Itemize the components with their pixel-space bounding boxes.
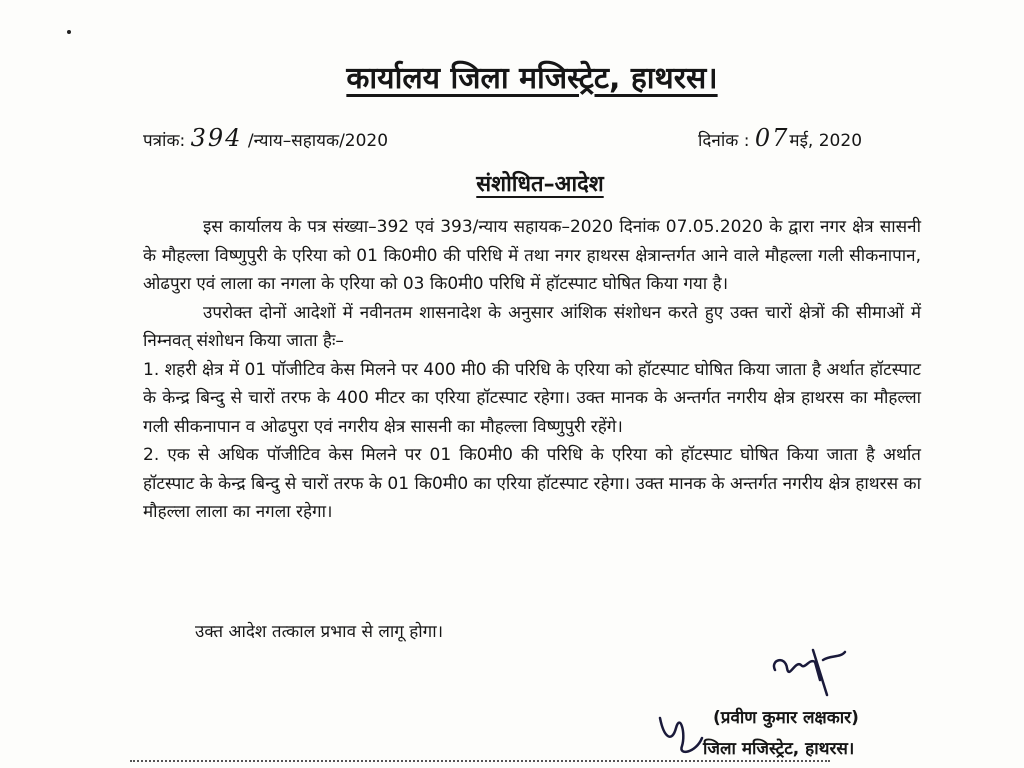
reference-suffix: /न्याय–सहायक/2020 [247, 131, 389, 151]
date-label: दिनांक : [698, 131, 750, 151]
order-body [143, 213, 921, 527]
reference-label: पत्रांक: [143, 131, 186, 151]
cropped-text-edge [130, 760, 830, 768]
scan-speck [67, 30, 71, 34]
paragraph-amendment: उपरोक्त दोनों आदेशों में नवीनतम शासनादेश के अनुसार आंशिक संशोधन करते हुए उक्त चारों क्षेत्रों की सीमाओं में निम्नवत् संशोधन किया जाता हैः– [143, 302, 921, 351]
date-day: 07 [754, 124, 790, 152]
office-heading: कार्यालय जिला मजिस्ट्रेट, हाथरस। [346, 61, 718, 96]
reference-line [143, 124, 388, 152]
date-line [698, 124, 862, 152]
signature [765, 640, 855, 700]
paragraph-point-1: 1. शहरी क्षेत्र में 01 पॉजीटिव केस मिलने पर 400 मी0 की परिधि के एरिया को हॉटस्पाट घोषित किया जाता है अर्थात हॉटस्पाट के केन्द्र बिन्दु से चारों तरफ के 400 मीटर का एरिया हॉटस्पाट रहेगा। उक्त मानक के अन्तर्गत नगरीय क्षेत्र हाथरस का मौहल्ला गली सीकनापान व ओढपुरा एवं नगरीय क्षेत्र सासनी का मौहल्ला विष्णुपुरी रहेंगे। [143, 359, 921, 437]
order-title: संशोधित–आदेश [476, 172, 604, 197]
officer-title: जिला मजिस्ट्रेट, हाथरस। [703, 739, 855, 759]
paragraph-point-2: 2. एक से अधिक पॉजीटिव केस मिलने पर 01 कि0मी0 की परिधि के एरिया को हॉटस्पाट घोषित किया जाता है अर्थात हॉटस्पाट के केन्द्र बिन्दु से चारों तरफ के 01 कि0मी0 का एरिया हॉटस्पाट रहेगा। उक्त मानक के अन्तर्गत नगरीय क्षेत्र हाथरस का मौहल्ला लाला का नगला रहेगा। [143, 445, 921, 522]
closing-line: उक्त आदेश तत्काल प्रभाव से लागू होगा। [195, 622, 444, 642]
officer-name: (प्रवीण कुमार लक्षकार) [713, 708, 859, 728]
reference-number: 394 [190, 124, 243, 152]
date-rest: मई, 2020 [789, 131, 863, 151]
paragraph-intro: इस कार्यालय के पत्र संख्या–392 एवं 393/न्याय सहायक–2020 दिनांक 07.05.2020 के द्वारा नगर क्षेत्र सासनी के मौहल्ला विष्णुपुरी के एरिया को 01 कि0मी0 की परिधि में तथा नगर हाथरस क्षेत्रान्तर्गत आने वाले मौहल्ला गली सीकनापान, ओढपुरा एवं लाला का नगला के एरिया को 03 कि0मी0 परिधि में हॉटस्पाट घोषित किया गया है। [143, 217, 921, 294]
